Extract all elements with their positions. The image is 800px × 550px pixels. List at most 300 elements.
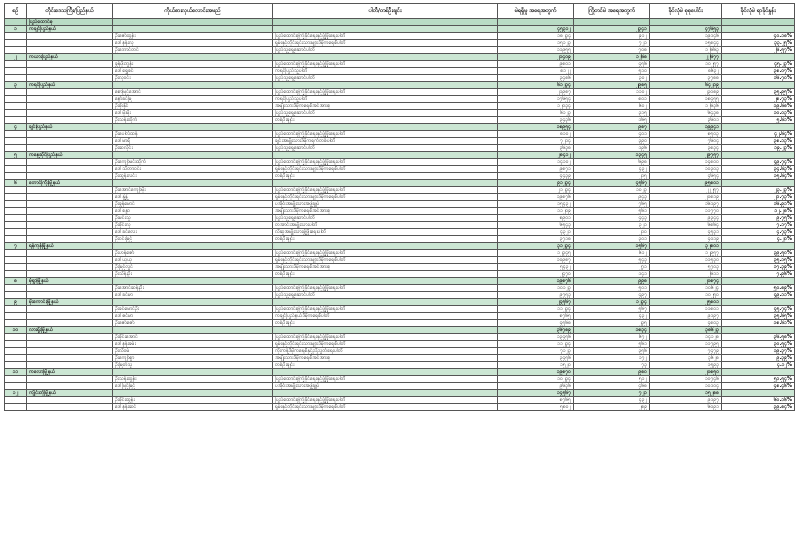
- table-row: [5, 334, 795, 341]
- cell-advance-votes: ၃၉၀: [574, 138, 650, 145]
- cell-region: [27, 47, 113, 54]
- cell-number: [5, 376, 27, 383]
- cell-number: [5, 110, 27, 117]
- cell-number: [5, 19, 27, 26]
- cell-candidate: ဦးအောင်ဆန်းဦး: [113, 285, 273, 292]
- cell-candidate: ဒေါ်ရွှေစင်: [113, 68, 273, 75]
- cell-votes: ၁၇၆၅၄: [498, 96, 574, 103]
- cell-region: [27, 117, 113, 124]
- cell-region: [27, 348, 113, 355]
- table-row: [5, 208, 795, 215]
- cell-candidate: ဦးမင်းသူ: [113, 215, 273, 222]
- cell-party: [273, 327, 498, 334]
- cell-valid-percent: ၄၂.၆၄%: [722, 131, 795, 138]
- cell-valid-total: ၄၇၆၅၃: [650, 26, 722, 33]
- cell-votes: ၁၈၂၃၄: [498, 33, 574, 40]
- cell-number: ၇: [5, 243, 27, 250]
- cell-candidate: ဦးသန်းထွန်း: [113, 376, 273, 383]
- cell-party: တစ်ဦးချင်း: [273, 362, 498, 369]
- cell-candidate: ဦးစိုင်းထွန်း: [113, 397, 273, 404]
- cell-region: [27, 229, 113, 236]
- cell-number: [5, 145, 27, 152]
- cell-votes: [498, 19, 574, 26]
- cell-party: တစ်ဦးချင်း: [273, 236, 498, 243]
- cell-candidate: [113, 180, 273, 187]
- cell-number: [5, 40, 27, 47]
- cell-candidate: ဦးလီဝမ်: [113, 348, 273, 355]
- cell-region: [27, 292, 113, 299]
- table-row: [5, 215, 795, 222]
- table-row: [5, 222, 795, 229]
- cell-region: [27, 68, 113, 75]
- cell-votes: ၉၁၂၃၄: [498, 180, 574, 187]
- cell-votes: ၆၅၄၃: [498, 222, 574, 229]
- cell-number: ၁: [5, 26, 27, 33]
- cell-advance-votes: ၆၁၂: [574, 250, 650, 257]
- cell-valid-percent: ၁၂.၂၈%: [722, 208, 795, 215]
- cell-number: ၁၁: [5, 369, 27, 376]
- cell-candidate: ဦးဘောင်တင်: [113, 47, 273, 54]
- cell-advance-votes: ၂၃၄၁: [574, 26, 650, 33]
- cell-region: [27, 397, 113, 404]
- cell-advance-votes: ၃၀၁: [574, 236, 650, 243]
- cell-votes: ၁၅၁၂၃: [498, 40, 574, 47]
- cell-valid-percent: ၆၀.၁၆%: [722, 397, 795, 404]
- cell-candidate: [113, 26, 273, 33]
- cell-number: [5, 292, 27, 299]
- cell-candidate: ဦးမြင့်လွင်: [113, 264, 273, 271]
- cell-number: [5, 194, 27, 201]
- cell-advance-votes: ၁၈၃၄: [574, 327, 650, 334]
- cell-candidate: ဒေါ်နန်းလှ: [113, 40, 273, 47]
- cell-valid-total: ၁၅၉၃: [650, 362, 722, 369]
- table-row: [5, 68, 795, 75]
- cell-votes: ၃၄၈၆: [498, 75, 574, 82]
- cell-valid-total: ၃၈၆၂၃: [650, 327, 722, 334]
- cell-region: [27, 33, 113, 40]
- cell-party: ကရင်ပြည်သူ့ပါတီ: [273, 68, 498, 75]
- cell-number: [5, 96, 27, 103]
- cell-party: [273, 124, 498, 131]
- table-row: [5, 313, 795, 320]
- header-candidate: ကိုယ်စားလှယ်လောင်းအမည်: [113, 4, 273, 19]
- cell-party: ချင်းအမျိုးသားဒီမိုကရက်တစ်ပါတီ: [273, 138, 498, 145]
- cell-advance-votes: ၅၆၇: [574, 306, 650, 313]
- cell-candidate: ဒေါ်ခင်မာ: [113, 292, 273, 299]
- cell-valid-percent: ၃၀.၅၄%: [722, 341, 795, 348]
- cell-party: ပြည်ထောင်စုကြံ့ခိုင်ရေးနှင့်ဖွံ့ဖြိုးရေးပါတီ: [273, 250, 498, 257]
- cell-valid-total: ၁၄၈၀၀: [650, 159, 722, 166]
- cell-candidate: ဒေါ်မာရီ: [113, 138, 273, 145]
- cell-valid-total: ၄၀၁၉: [650, 236, 722, 243]
- table-row: [5, 376, 795, 383]
- cell-valid-total: ၁၈၄၅၅: [650, 96, 722, 103]
- cell-valid-total: ၁၅၂၈၈: [650, 390, 722, 397]
- cell-valid-total: ၄၅၃၁: [650, 229, 722, 236]
- cell-number: [5, 355, 27, 362]
- cell-valid-total: ၄၆၅၄: [650, 173, 722, 180]
- cell-party: [273, 390, 498, 397]
- cell-valid-percent: ၃၈.၀၇%: [722, 68, 795, 75]
- table-row: [5, 355, 795, 362]
- cell-votes: ၃၄၃၆: [498, 117, 574, 124]
- cell-votes: ၅၄၃၂: [498, 264, 574, 271]
- cell-valid-total: ၁၀၂၅၀: [650, 292, 722, 299]
- cell-region: [27, 362, 113, 369]
- cell-advance-votes: ၃၂၁: [574, 222, 650, 229]
- cell-votes: ၄၅၆၈: [498, 320, 574, 327]
- cell-number: ၆: [5, 180, 27, 187]
- cell-advance-votes: ၈၀၁: [574, 96, 650, 103]
- cell-advance-votes: ၅၀၁: [574, 285, 650, 292]
- cell-advance-votes: ၇၀၈: [574, 47, 650, 54]
- cell-region: [27, 208, 113, 215]
- cell-candidate: [113, 124, 273, 131]
- cell-advance-votes: ၃၅၆: [574, 348, 650, 355]
- cell-party: [273, 299, 498, 306]
- cell-number: [5, 201, 27, 208]
- cell-valid-percent: ၁၀.၀၃%: [722, 110, 795, 117]
- cell-valid-total: ၂၉၇၅၇: [650, 152, 722, 159]
- cell-valid-total: ၁၉၉၄၁: [650, 124, 722, 131]
- cell-candidate: ဦးခွန်မောင်: [113, 201, 273, 208]
- cell-advance-votes: ၉၄၃: [574, 194, 650, 201]
- cell-valid-total: ၉၁၉၇: [650, 313, 722, 320]
- cell-party: တစ်ဦးချင်း: [273, 117, 498, 124]
- cell-candidate: ဒေါ်နန်းခမ်း: [113, 341, 273, 348]
- cell-number: [5, 320, 27, 327]
- table-row: [5, 61, 795, 68]
- cell-number: [5, 250, 27, 257]
- cell-valid-total: ၁၀၂၅၇: [650, 61, 722, 68]
- results-table: [4, 3, 795, 411]
- cell-candidate: [113, 369, 273, 376]
- cell-party: ပြည်ထောင်စုကြံ့ခိုင်ရေးနှင့်ဖွံ့ဖြိုးရေးပါတီ: [273, 33, 498, 40]
- cell-advance-votes: ၁၂၆၈: [574, 54, 650, 61]
- cell-party: [273, 54, 498, 61]
- cell-candidate: ဦးဝင်းမြင့်: [113, 236, 273, 243]
- cell-votes: ၆၁၂၃၄: [498, 82, 574, 89]
- table-row: [5, 320, 795, 327]
- cell-valid-percent: ၇.၉၆%: [722, 271, 795, 278]
- cell-region: [27, 187, 113, 194]
- cell-valid-total: ၇၆၀၄: [650, 138, 722, 145]
- cell-advance-votes: ၂၈၉: [574, 404, 650, 411]
- cell-party: ရှမ်းနှင့်တိုင်းရင်းသားများဒီမိုကရေစီပါတီ: [273, 194, 498, 201]
- cell-number: [5, 173, 27, 180]
- cell-candidate: ဦးခင်မောင်ဦး: [113, 306, 273, 313]
- cell-party: ပြည်ထောင်စုကြံ့ခိုင်ရေးနှင့်ဖွံ့ဖြိုးရေးပါတီ: [273, 131, 498, 138]
- cell-votes: ၅၈၀၂: [498, 404, 574, 411]
- cell-votes: ၉၈၀၁: [498, 61, 574, 68]
- cell-number: [5, 229, 27, 236]
- cell-candidate: ဦးဆလိုင်း: [113, 145, 273, 152]
- cell-valid-percent: ၂၃.၂၃%: [722, 187, 795, 194]
- cell-region: [27, 264, 113, 271]
- cell-advance-votes: ၇၂၁: [574, 390, 650, 397]
- cell-votes: ၂၄၇၀: [498, 271, 574, 278]
- table-row: [5, 194, 795, 201]
- cell-valid-percent: ၃၅.၁၅%: [722, 257, 795, 264]
- cell-valid-percent: ၄၉.၁၁%: [722, 292, 795, 299]
- cell-votes: ၁၉၈၇၆: [498, 278, 574, 285]
- cell-region: [27, 89, 113, 96]
- cell-valid-total: ၁၄၁၂၈: [650, 334, 722, 341]
- cell-valid-percent: ၃၅.၆၅%: [722, 313, 795, 320]
- cell-party: ပြည်ထောင်စုကြံ့ခိုင်ရေးနှင့်ဖွံ့ဖြိုးရေးပါတီ: [273, 187, 498, 194]
- cell-votes: ၁၄၁၀၂: [498, 159, 574, 166]
- cell-candidate: [113, 152, 273, 159]
- cell-region: [27, 61, 113, 68]
- cell-valid-percent: ၃၉.၅၀%: [722, 250, 795, 257]
- table-row: [5, 229, 795, 236]
- cell-valid-percent: ၄.၇၃%: [722, 229, 795, 236]
- cell-party: ပြည်ထောင်စုကြံ့ခိုင်ရေးနှင့်ဖွံ့ဖြိုးရေးပါတီ: [273, 159, 498, 166]
- cell-valid-percent: [722, 180, 795, 187]
- cell-valid-total: ၁၀၇၄၆: [650, 376, 722, 383]
- cell-valid-total: ၂၀၈၁၉: [650, 194, 722, 201]
- cell-advance-votes: ၉၈၇: [574, 124, 650, 131]
- cell-party: ပြည်သူ့ရှေ့ဆောင်ပါတီ: [273, 215, 498, 222]
- cell-candidate: ဒေါ်မြင့်မြင့်: [113, 383, 273, 390]
- cell-party: အမျိုးသားဒီမိုကရေစီအင်အားစု: [273, 264, 498, 271]
- cell-votes: ၁၂၃၄၅: [498, 250, 574, 257]
- cell-votes: ၁၁၂၀၉: [498, 208, 574, 215]
- table-row: [5, 187, 795, 194]
- cell-number: [5, 89, 27, 96]
- cell-candidate: [113, 327, 273, 334]
- cell-advance-votes: ၁၆၅: [574, 117, 650, 124]
- cell-advance-votes: ၇၃: [574, 362, 650, 369]
- cell-advance-votes: ၉၁၂: [574, 33, 650, 40]
- cell-valid-percent: ၃၆.၅၈%: [722, 334, 795, 341]
- cell-valid-percent: ၃၅.၉၅%: [722, 89, 795, 96]
- cell-party: ပြည်သူ့ရှေ့ဆောင်ပါတီ: [273, 75, 498, 82]
- header-advance-votes: ကြိုတင်မဲ အရေအတွက်: [574, 4, 650, 19]
- cell-advance-votes: ၁၃၄၅: [574, 152, 650, 159]
- cell-votes: ၂၄၅၆၇: [498, 299, 574, 306]
- cell-valid-percent: ၄၅.၂၃%: [722, 61, 795, 68]
- cell-party: [273, 278, 498, 285]
- cell-valid-total: ၁၂၉၅၇: [650, 250, 722, 257]
- cell-advance-votes: ၅၁၂: [574, 376, 650, 383]
- cell-valid-total: ၃၆၂၈: [650, 355, 722, 362]
- cell-region: ပြည်ထောင်စု: [27, 19, 113, 26]
- cell-valid-percent: ၁၉.၃၇%: [722, 348, 795, 355]
- cell-valid-percent: ၄.၁၂%: [722, 362, 795, 369]
- region-row: [5, 390, 795, 397]
- cell-valid-total: ၁၆၁၉၇: [650, 201, 722, 208]
- cell-region: [27, 145, 113, 152]
- cell-party: ကချင်ပြည်နယ်ဒီမိုကရေစီပါတီ: [273, 313, 498, 320]
- cell-advance-votes: ၄၆၈: [574, 383, 650, 390]
- cell-party: ပြည်သူ့ရှေ့ဆောင်ပါတီ: [273, 145, 498, 152]
- table-row: [5, 40, 795, 47]
- cell-advance-votes: ၄၀၁: [574, 131, 650, 138]
- table-row: [5, 96, 795, 103]
- cell-number: [5, 33, 27, 40]
- cell-valid-total: ၁၁၇၇၀: [650, 208, 722, 215]
- cell-valid-percent: ၃၈.၁၃%: [722, 138, 795, 145]
- cell-region: [27, 355, 113, 362]
- cell-number: [5, 264, 27, 271]
- cell-votes: ၁၀၂၃၄: [498, 376, 574, 383]
- cell-region: [27, 306, 113, 313]
- cell-valid-total: ၁၂၆၆၃: [650, 47, 722, 54]
- cell-candidate: ဒေါ်နန်းဆင်: [113, 404, 273, 411]
- grand-total-row: [5, 19, 795, 26]
- region-row: [5, 278, 795, 285]
- cell-valid-percent: [722, 327, 795, 334]
- cell-valid-percent: ၁၇.၃၉%: [722, 264, 795, 271]
- cell-region: [27, 138, 113, 145]
- cell-valid-total: ၃၂၈၀၁: [650, 243, 722, 250]
- cell-party: ရှမ်းနှင့်တိုင်းရင်းသားများဒီမိုကရေစီပါတီ: [273, 257, 498, 264]
- cell-party: ပြည်ထောင်စုကြံ့ခိုင်ရေးနှင့်ဖွံ့ဖြိုးရေးပါတီ: [273, 397, 498, 404]
- table-row: [5, 404, 795, 411]
- cell-region: ကနေ့ဆိုင်ပြည်နယ်: [27, 152, 113, 159]
- cell-party: ရှမ်းနှင့်တိုင်းရင်းသားများဒီမိုကရေစီပါတီ: [273, 166, 498, 173]
- cell-candidate: ဦးကျော်မင်းထိုက်: [113, 159, 273, 166]
- cell-votes: ၂၁၉၈၇: [498, 89, 574, 96]
- header-party: ပါတီ/တစ်ဦးချင်း: [273, 4, 498, 19]
- cell-party: ပြည်ထောင်စုကြံ့ခိုင်ရေးနှင့်ဖွံ့ဖြိုးရေးပါတီ: [273, 89, 498, 96]
- cell-valid-percent: ၁၉.၆၈%: [722, 103, 795, 110]
- cell-votes: ၈၉၀၁: [498, 215, 574, 222]
- cell-number: [5, 306, 27, 313]
- region-row: [5, 152, 795, 159]
- cell-valid-percent: ၃၉.၈၄%: [722, 404, 795, 411]
- cell-candidate: ဦးစိုင်းလှ: [113, 222, 273, 229]
- cell-valid-total: ၆၄၃၈: [650, 110, 722, 117]
- cell-candidate: ဦးသိန်းဦး: [113, 271, 273, 278]
- cell-valid-total: ၂၃၀၈၉: [650, 89, 722, 96]
- cell-candidate: ဦးလှဝင်း: [113, 75, 273, 82]
- cell-valid-percent: ၁၉.၂၃%: [722, 145, 795, 152]
- cell-valid-percent: ၄၈.၄၆%: [722, 383, 795, 390]
- cell-number: [5, 362, 27, 369]
- cell-valid-total: ၁၀၆၂၄: [650, 285, 722, 292]
- cell-number: [5, 117, 27, 124]
- cell-region: [27, 173, 113, 180]
- cell-party: ပြည်သူ့ရှေ့ဆောင်ပါတီ: [273, 110, 498, 117]
- cell-valid-percent: ၅၁.၅၄%: [722, 376, 795, 383]
- cell-number: ၈: [5, 278, 27, 285]
- cell-number: [5, 61, 27, 68]
- cell-candidate: ဦးမြတ်သူ: [113, 362, 273, 369]
- cell-number: [5, 341, 27, 348]
- header-votes: မဲရရှိမှု အရေအတွက်: [498, 4, 574, 19]
- cell-party: [273, 82, 498, 89]
- cell-advance-votes: ၁၁၀၂: [574, 89, 650, 96]
- cell-advance-votes: ၄၃၂: [574, 397, 650, 404]
- cell-party: [273, 180, 498, 187]
- cell-advance-votes: ၇၂၁: [574, 40, 650, 47]
- cell-region: [27, 215, 113, 222]
- cell-party: [273, 152, 498, 159]
- table-row: [5, 33, 795, 40]
- cell-valid-percent: [722, 124, 795, 131]
- cell-number: [5, 285, 27, 292]
- cell-party: [273, 369, 498, 376]
- cell-advance-votes: ၅၆၁: [574, 341, 650, 348]
- table-row: [5, 166, 795, 173]
- cell-votes: ၁၂၀၃၄: [498, 103, 574, 110]
- header-region: တိုင်းဒေသကြီး/ပြည်နယ်: [27, 4, 113, 19]
- cell-candidate: ဦးပေါလ်ထန်: [113, 131, 273, 138]
- cell-party: တအာင်းအမျိုးသားပါတီ: [273, 222, 498, 229]
- cell-party: ရှမ်းနှင့်တိုင်းရင်းသားများဒီမိုကရေစီပါတီ: [273, 40, 498, 47]
- cell-advance-votes: ၁၂၃၄: [574, 299, 650, 306]
- cell-valid-percent: ၂၈.၇၃%: [722, 96, 795, 103]
- election-results-sheet: [4, 3, 794, 411]
- cell-region: [27, 383, 113, 390]
- cell-valid-percent: [722, 26, 795, 33]
- cell-valid-percent: ၅၀.၈၉%: [722, 285, 795, 292]
- table-row: [5, 341, 795, 348]
- table-row: [5, 397, 795, 404]
- table-row: [5, 103, 795, 110]
- cell-region: တောင်ကြီးမြို့နယ်: [27, 180, 113, 187]
- cell-votes: ၁၉၈၇၀: [498, 369, 574, 376]
- cell-number: ၂: [5, 54, 27, 61]
- cell-votes: ၁၀၉၈၇: [498, 257, 574, 264]
- table-row: [5, 362, 795, 369]
- cell-party: [273, 19, 498, 26]
- cell-candidate: ဦးဇော်ထွန်း: [113, 33, 273, 40]
- cell-valid-total: ၂၅၈၀၁: [650, 299, 722, 306]
- cell-votes: ၁၅၂၀: [498, 362, 574, 369]
- table-row: [5, 250, 795, 257]
- cell-valid-percent: ၄၉.၇၄%: [722, 159, 795, 166]
- cell-region: [27, 285, 113, 292]
- cell-advance-votes: ၇၆၅: [574, 201, 650, 208]
- cell-votes: ၄၅၃၁၂: [498, 26, 574, 33]
- cell-region: ကချင်ပြည်နယ်: [27, 26, 113, 33]
- cell-number: [5, 334, 27, 341]
- cell-number: [5, 236, 27, 243]
- table-row: [5, 131, 795, 138]
- table-row: [5, 159, 795, 166]
- cell-number: [5, 68, 27, 75]
- cell-number: [5, 103, 27, 110]
- cell-region: [27, 271, 113, 278]
- cell-candidate: [113, 54, 273, 61]
- cell-number: ၁၀: [5, 327, 27, 334]
- cell-advance-votes: ၂၁၀: [574, 229, 650, 236]
- cell-votes: ၃၁၂၃၄: [498, 243, 574, 250]
- cell-region: [27, 110, 113, 117]
- cell-party: ပြည်ထောင်စုကြံ့ခိုင်ရေးနှင့်ဖွံ့ဖြိုးရေးပါတီ: [273, 285, 498, 292]
- table-row: [5, 47, 795, 54]
- cell-votes: ၇၁၂၃: [498, 348, 574, 355]
- cell-valid-total: ၁၁၈၀၁: [650, 306, 722, 313]
- table-row: [5, 117, 795, 124]
- cell-party: အမျိုးသားဒီမိုကရေစီအင်အားစု: [273, 355, 498, 362]
- cell-valid-percent: ၂၆.၅၇%: [722, 47, 795, 54]
- cell-advance-votes: ၅၄၃: [574, 257, 650, 264]
- cell-region: [27, 236, 113, 243]
- cell-number: [5, 75, 27, 82]
- cell-party: ပြည်သူ့ရှေ့ဆောင်ပါတီ: [273, 292, 498, 299]
- cell-candidate: ဒေါ်ယုယု: [113, 257, 273, 264]
- cell-valid-total: ၃၆၀၁: [650, 117, 722, 124]
- cell-region: [27, 334, 113, 341]
- table-row: [5, 383, 795, 390]
- cell-valid-percent: ၄၅.၇၄%: [722, 306, 795, 313]
- cell-valid-percent: ၄၀.၁၈%: [722, 33, 795, 40]
- cell-number: [5, 131, 27, 138]
